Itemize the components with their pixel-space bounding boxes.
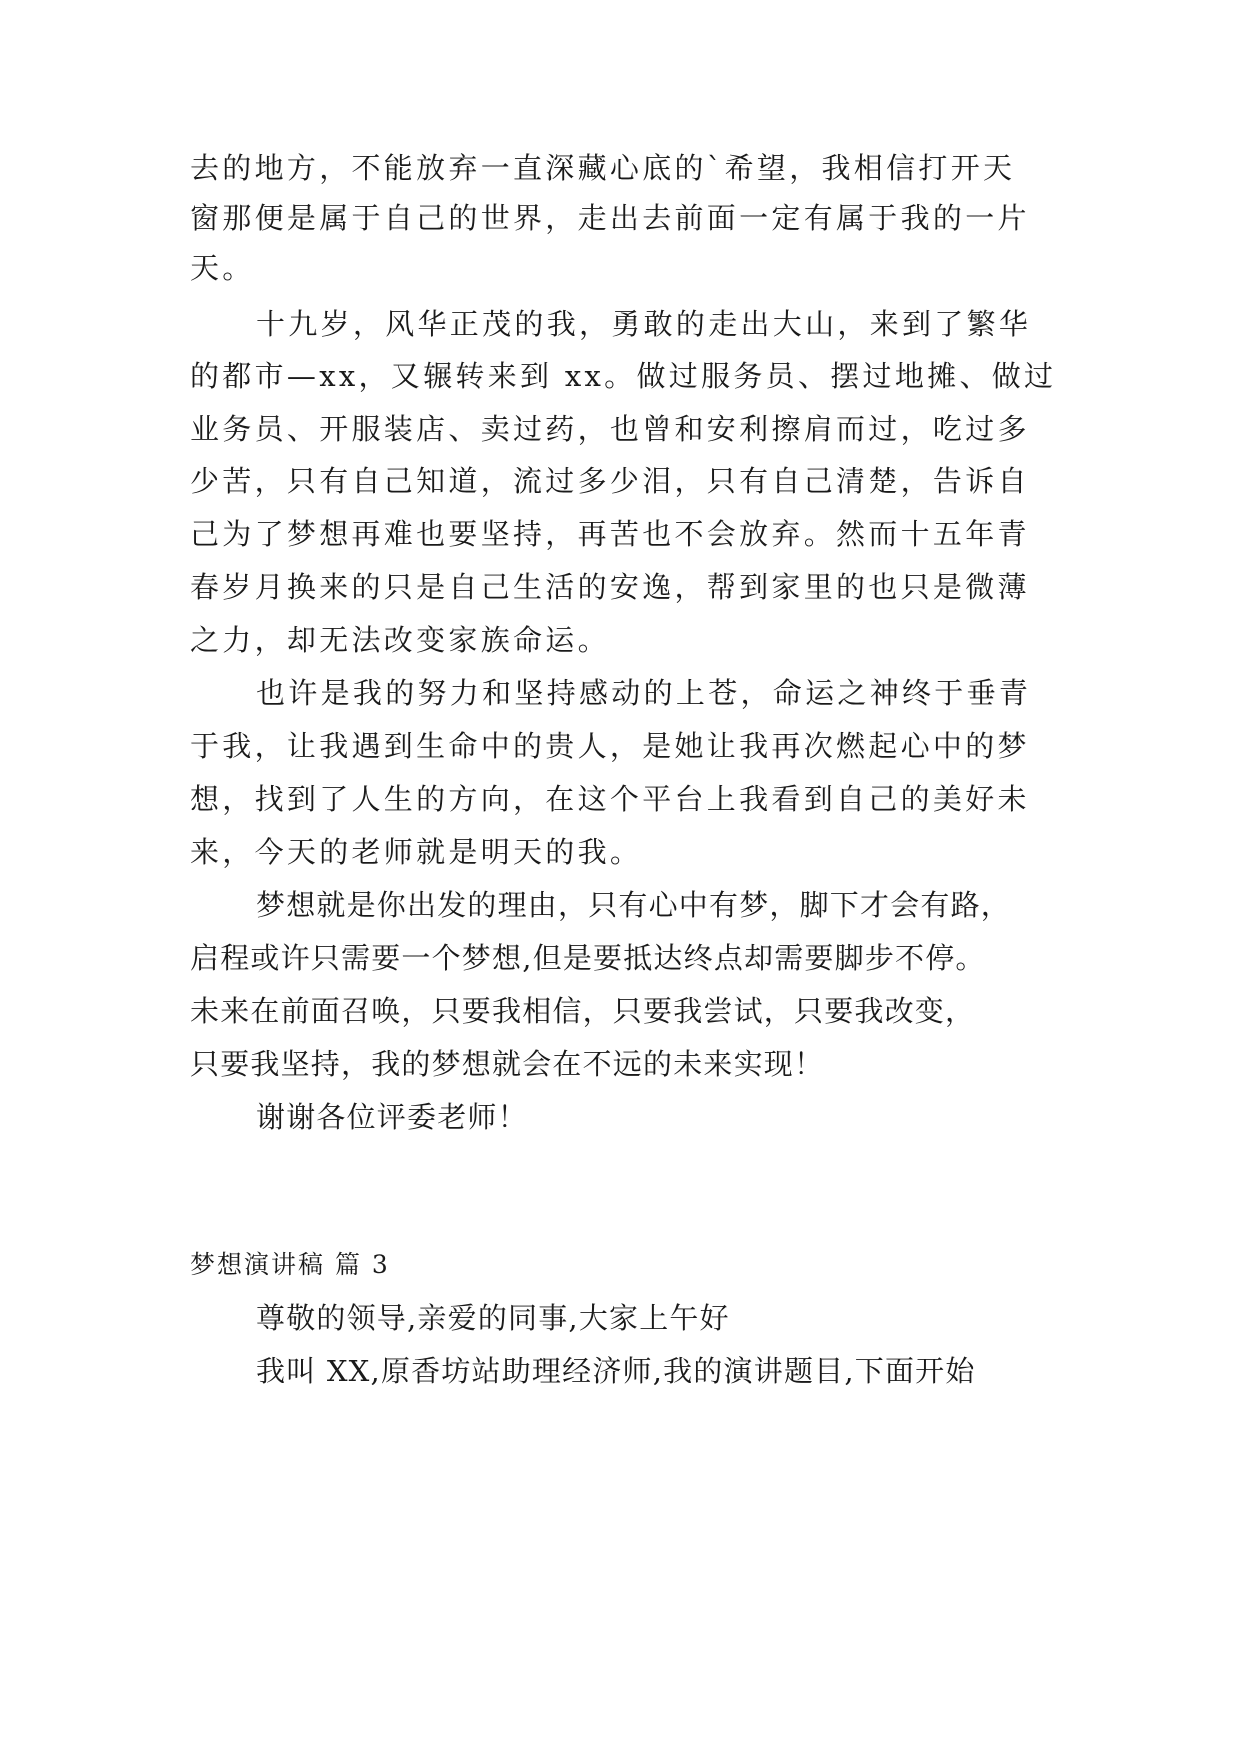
section-title: 梦想演讲稿 篇 3 — [190, 1250, 390, 1279]
text-line: 少苦，只有自己知道，流过多少泪，只有自己清楚，告诉自 — [190, 464, 1030, 498]
text-line: 窗那便是属于自己的世界，走出去前面一定有属于我的一片 — [190, 201, 1030, 235]
text-line: 想，找到了人生的方向，在这个平台上我看到自己的美好未 — [190, 782, 1030, 816]
text-line: 只要我坚持，我的梦想就会在不远的未来实现！ — [190, 1047, 825, 1081]
text-line: 己为了梦想再难也要坚持，再苦也不会放弃。然而十五年青 — [190, 517, 1030, 551]
text-line: 梦想就是你出发的理由，只有心中有梦，脚下才会有路， — [256, 888, 1012, 922]
text-line: 天。 — [190, 251, 255, 285]
text-line: 启程或许只需要一个梦想,但是要抵达终点却需要脚步不停。 — [190, 941, 986, 975]
text-line: 十九岁，风华正茂的我，勇敢的走出大山，来到了繁华 — [256, 307, 1032, 341]
text-line: 春岁月换来的只是自己生活的安逸，帮到家里的也只是微薄 — [190, 570, 1030, 604]
text-line: 也许是我的努力和坚持感动的上苍，命运之神终于垂青 — [256, 676, 1032, 710]
text-line: 未来在前面召唤，只要我相信，只要我尝试，只要我改变， — [190, 994, 976, 1028]
document-page — [190, 0, 1060, 1754]
text-line: 之力，却无法改变家族命运。 — [190, 623, 610, 657]
greeting-line: 尊敬的领导,亲爱的同事,大家上午好 — [256, 1301, 730, 1335]
text-line: 业务员、开服装店、卖过药，也曾和安利擦肩而过，吃过多 — [190, 412, 1030, 446]
text-line: 来，今天的老师就是明天的我。 — [190, 835, 643, 869]
closing-thanks: 谢谢各位评委老师！ — [256, 1100, 528, 1134]
intro-line: 我叫 XX,原香坊站助理经济师,我的演讲题目,下面开始 — [256, 1354, 976, 1388]
text-line: 的都市—xx，又辗转来到 xx。做过服务员、摆过地摊、做过 — [190, 359, 1057, 393]
text-line: 去的地方，不能放弃一直深藏心底的`希望，我相信打开天 — [190, 151, 1016, 185]
text-line: 于我，让我遇到生命中的贵人，是她让我再次燃起心中的梦 — [190, 729, 1030, 763]
